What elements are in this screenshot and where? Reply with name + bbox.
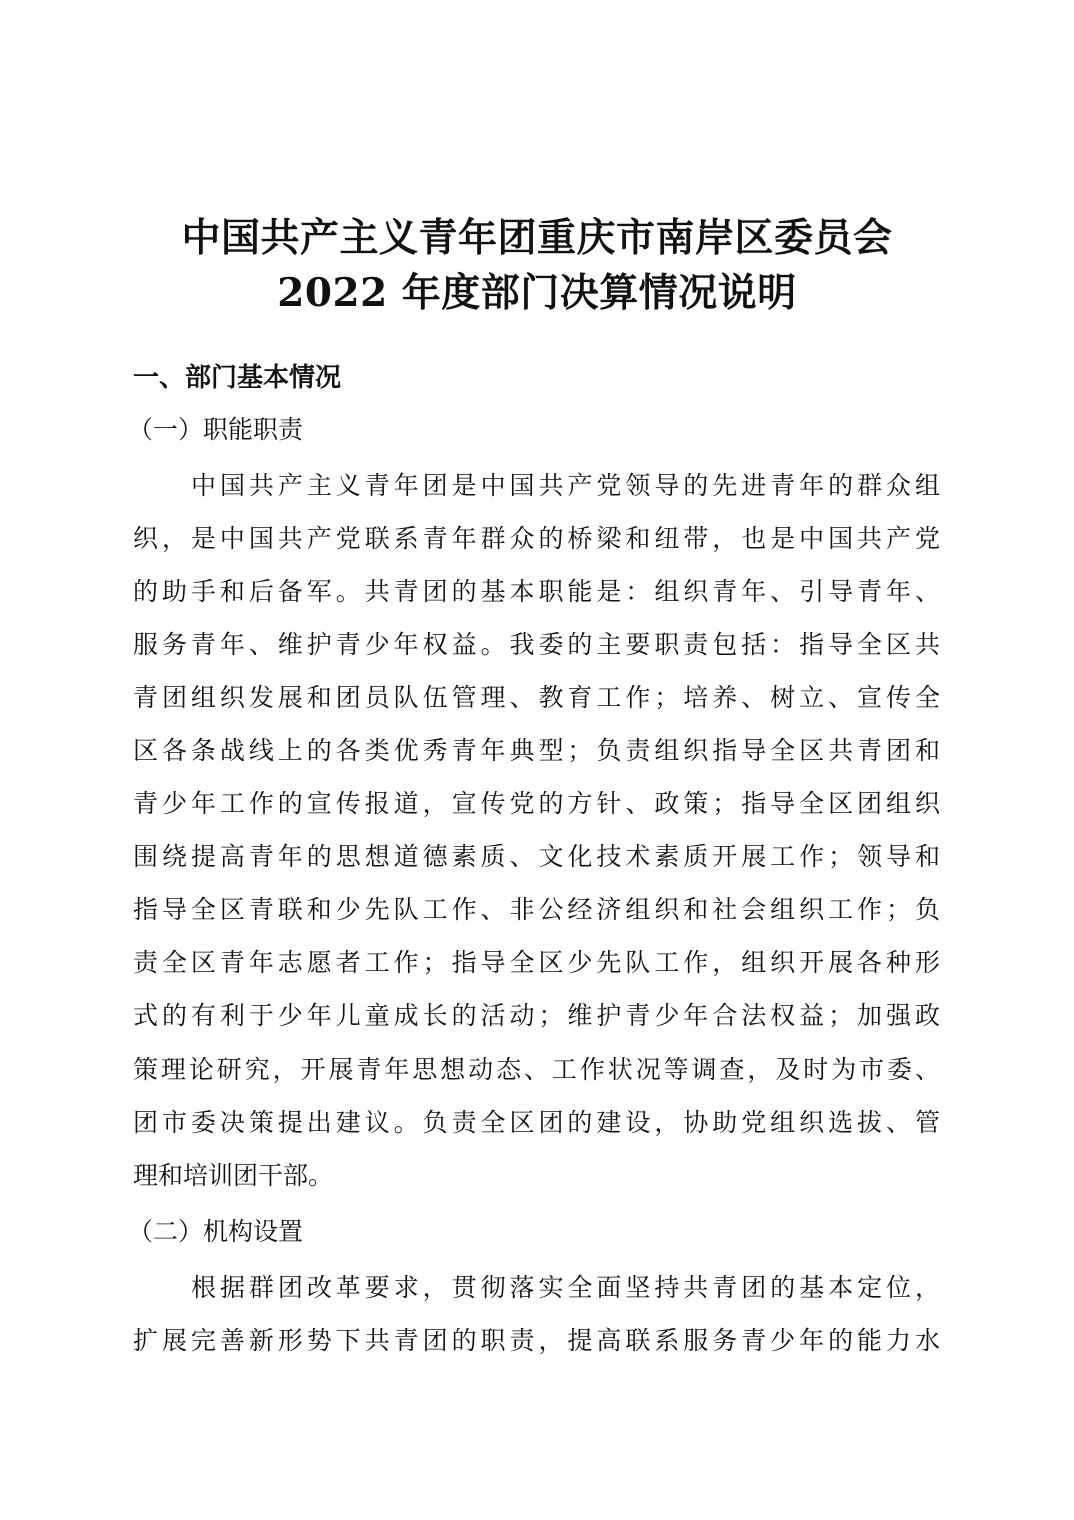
- document-title-line1: 中国共产主义青年团重庆市南岸区委员会: [181, 215, 893, 261]
- text-line: 青少年工作的宣传报道，宣传党的方针、政策；指导全区团组织: [133, 789, 940, 819]
- subsection-heading-functions: （一）职能职责: [128, 415, 304, 444]
- text-line: 策理论研究，开展青年思想动态、工作状况等调查，及时为市委、: [133, 1054, 940, 1084]
- section-heading: 一、部门基本情况: [133, 363, 342, 393]
- subsection-heading-organization: （二）机构设置: [128, 1217, 304, 1246]
- text-line: 指导全区青联和少先队工作、非公经济组织和社会组织工作；负: [133, 895, 940, 925]
- text-line: 责全区青年志愿者工作；指导全区少先队工作，组织开展各种形: [133, 948, 940, 978]
- text-line: 青团组织发展和团员队伍管理、教育工作；培养、树立、宣传全: [133, 682, 940, 712]
- text-line: 理和培训团干部。: [133, 1160, 334, 1190]
- text-line: 的助手和后备军。共青团的基本职能是：组织青年、引导青年、: [133, 576, 940, 606]
- text-line: 式的有利于少年儿童成长的活动；维护青少年合法权益；加强政: [133, 1001, 940, 1031]
- text-line: 围绕提高青年的思想道德素质、文化技术素质开展工作；领导和: [133, 842, 940, 872]
- text-line: 中国共产主义青年团是中国共产党领导的先进青年的群众组: [191, 470, 940, 500]
- document-title-line2: 2022 年度部门决算情况说明: [277, 270, 797, 316]
- text-line: 服务青年、维护青少年权益。我委的主要职责包括：指导全区共: [133, 629, 940, 659]
- text-line: 团市委决策提出建议。负责全区团的建设，协助党组织选拔、管: [133, 1107, 940, 1137]
- text-line: 区各条战线上的各类优秀青年典型；负责组织指导全区共青团和: [133, 735, 940, 765]
- text-line: 织，是中国共产党联系青年群众的桥梁和纽带，也是中国共产党: [133, 523, 940, 553]
- paragraph-functions: [133, 459, 940, 1202]
- paragraph-organization: [133, 1261, 940, 1367]
- text-line: 扩展完善新形势下共青团的职责，提高联系服务青少年的能力水: [133, 1325, 940, 1355]
- text-line: 根据群团改革要求，贯彻落实全面坚持共青团的基本定位，: [191, 1272, 940, 1302]
